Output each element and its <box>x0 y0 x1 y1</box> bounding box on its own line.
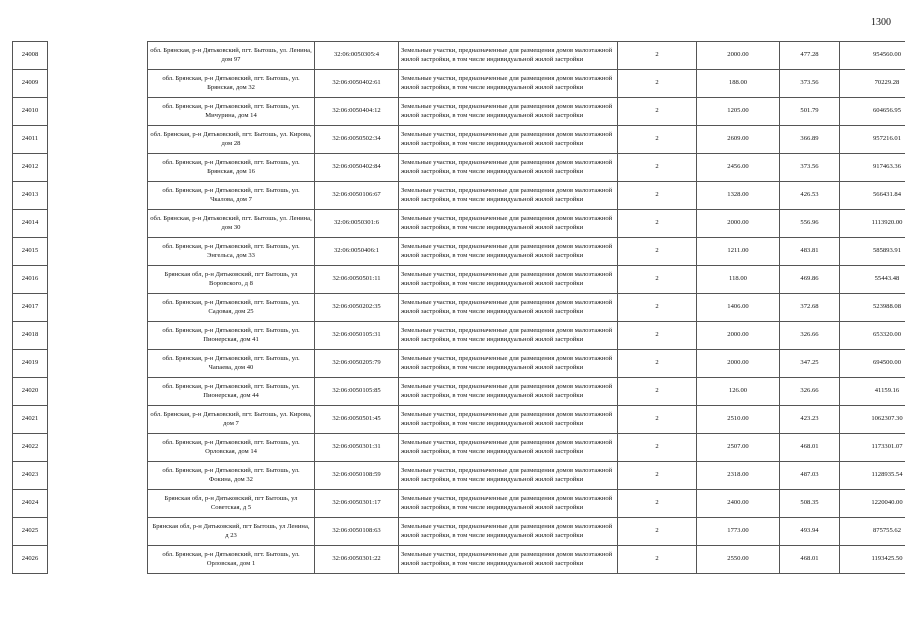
address-cell: обл. Брянская, р-н Дятьковский, пгт. Бытошь, ул. Садовая, дом 25 <box>148 294 315 322</box>
specific-value-cell: 483.81 <box>780 238 840 266</box>
row-number-cell: 24012 <box>13 154 48 182</box>
empty-cell <box>48 434 148 462</box>
group-cell: 2 <box>618 238 697 266</box>
specific-value-cell: 373.56 <box>780 154 840 182</box>
cadastral-value-table <box>12 41 905 574</box>
table-row <box>13 490 905 518</box>
empty-cell <box>48 350 148 378</box>
land-use-cell: Земельные участки, предназначенные для размещения домов малоэтажной жилой застройки, в том числе индивидуальной жилой застройки <box>399 126 618 154</box>
area-cell: 2550.00 <box>697 546 780 574</box>
address-cell: Брянская обл, р-н Дятьковский, пгт Бытошь, ул Ленина, д 23 <box>148 518 315 546</box>
row-number-cell: 24009 <box>13 70 48 98</box>
cadastral-number-cell: 32:06:0050105:31 <box>315 322 399 350</box>
row-number-cell: 24010 <box>13 98 48 126</box>
empty-cell <box>48 406 148 434</box>
cadastral-value-cell: 1113920.00 <box>840 210 905 238</box>
area-cell: 2318.00 <box>697 462 780 490</box>
table-row <box>13 210 905 238</box>
empty-cell <box>48 294 148 322</box>
address-cell: обл. Брянская, р-н Дятьковский, пгт. Бытошь, ул. Фокина, дом 32 <box>148 462 315 490</box>
land-use-cell: Земельные участки, предназначенные для размещения домов малоэтажной жилой застройки, в том числе индивидуальной жилой застройки <box>399 210 618 238</box>
row-number-cell: 24022 <box>13 434 48 462</box>
group-cell: 2 <box>618 154 697 182</box>
cadastral-number-cell: 32:06:0050301:6 <box>315 210 399 238</box>
row-number-cell: 24016 <box>13 266 48 294</box>
area-cell: 126.00 <box>697 378 780 406</box>
address-cell: обл. Брянская, р-н Дятьковский, пгт. Бытошь, ул. Брянская, дом 16 <box>148 154 315 182</box>
cadastral-value-cell: 70229.28 <box>840 70 905 98</box>
cadastral-value-cell: 55443.48 <box>840 266 905 294</box>
cadastral-number-cell: 32:06:0050301:31 <box>315 434 399 462</box>
table-row <box>13 378 905 406</box>
empty-cell <box>48 546 148 574</box>
table-row <box>13 462 905 490</box>
address-cell: обл. Брянская, р-н Дятьковский, пгт. Бытошь, ул. Кирова, дом 28 <box>148 126 315 154</box>
specific-value-cell: 326.66 <box>780 322 840 350</box>
table-row <box>13 154 905 182</box>
table-row <box>13 518 905 546</box>
area-cell: 188.00 <box>697 70 780 98</box>
specific-value-cell: 556.96 <box>780 210 840 238</box>
empty-cell <box>48 98 148 126</box>
specific-value-cell: 326.66 <box>780 378 840 406</box>
area-cell: 1205.00 <box>697 98 780 126</box>
row-number-cell: 24023 <box>13 462 48 490</box>
area-cell: 2510.00 <box>697 406 780 434</box>
group-cell: 2 <box>618 406 697 434</box>
address-cell: обл. Брянская, р-н Дятьковский, пгт. Бытошь, ул. Ленина, дом 30 <box>148 210 315 238</box>
address-cell: обл. Брянская, р-н Дятьковский, пгт. Бытошь, ул. Чкалова, дом 7 <box>148 182 315 210</box>
row-number-cell: 24024 <box>13 490 48 518</box>
land-use-cell: Земельные участки, предназначенные для размещения домов малоэтажной жилой застройки, в том числе индивидуальной жилой застройки <box>399 350 618 378</box>
table-row <box>13 126 905 154</box>
land-use-cell: Земельные участки, предназначенные для размещения домов малоэтажной жилой застройки, в том числе индивидуальной жилой застройки <box>399 378 618 406</box>
area-cell: 2507.00 <box>697 434 780 462</box>
address-cell: обл. Брянская, р-н Дятьковский, пгт. Бытошь, ул. Энгельса, дом 33 <box>148 238 315 266</box>
table-row <box>13 70 905 98</box>
specific-value-cell: 373.56 <box>780 70 840 98</box>
specific-value-cell: 372.68 <box>780 294 840 322</box>
specific-value-cell: 426.53 <box>780 182 840 210</box>
area-cell: 2609.00 <box>697 126 780 154</box>
table-row <box>13 322 905 350</box>
cadastral-number-cell: 32:06:0050105:85 <box>315 378 399 406</box>
land-use-cell: Земельные участки, предназначенные для размещения домов малоэтажной жилой застройки, в том числе индивидуальной жилой застройки <box>399 490 618 518</box>
land-use-cell: Земельные участки, предназначенные для размещения домов малоэтажной жилой застройки, в том числе индивидуальной жилой застройки <box>399 238 618 266</box>
land-use-cell: Земельные участки, предназначенные для размещения домов малоэтажной жилой застройки, в том числе индивидуальной жилой застройки <box>399 462 618 490</box>
row-number-cell: 24025 <box>13 518 48 546</box>
cadastral-value-cell: 1220040.00 <box>840 490 905 518</box>
cadastral-number-cell: 32:06:0050402:61 <box>315 70 399 98</box>
row-number-cell: 24013 <box>13 182 48 210</box>
group-cell: 2 <box>618 42 697 70</box>
cadastral-value-cell: 875755.62 <box>840 518 905 546</box>
table-body <box>13 42 905 574</box>
land-use-cell: Земельные участки, предназначенные для размещения домов малоэтажной жилой застройки, в том числе индивидуальной жилой застройки <box>399 266 618 294</box>
land-use-cell: Земельные участки, предназначенные для размещения домов малоэтажной жилой застройки, в том числе индивидуальной жилой застройки <box>399 182 618 210</box>
row-number-cell: 24019 <box>13 350 48 378</box>
area-cell: 2000.00 <box>697 210 780 238</box>
land-use-cell: Земельные участки, предназначенные для размещения домов малоэтажной жилой застройки, в том числе индивидуальной жилой застройки <box>399 518 618 546</box>
row-number-cell: 24020 <box>13 378 48 406</box>
cadastral-number-cell: 32:06:0050205:79 <box>315 350 399 378</box>
cadastral-value-cell: 957216.01 <box>840 126 905 154</box>
cadastral-number-cell: 32:06:0050404:12 <box>315 98 399 126</box>
land-use-cell: Земельные участки, предназначенные для размещения домов малоэтажной жилой застройки, в том числе индивидуальной жилой застройки <box>399 154 618 182</box>
table-row <box>13 406 905 434</box>
cadastral-number-cell: 32:06:0050406:1 <box>315 238 399 266</box>
land-use-cell: Земельные участки, предназначенные для размещения домов малоэтажной жилой застройки, в том числе индивидуальной жилой застройки <box>399 322 618 350</box>
address-cell: обл. Брянская, р-н Дятьковский, пгт. Бытошь, ул. Брянская, дом 32 <box>148 70 315 98</box>
empty-cell <box>48 154 148 182</box>
empty-cell <box>48 378 148 406</box>
empty-cell <box>48 210 148 238</box>
table-row <box>13 434 905 462</box>
group-cell: 2 <box>618 98 697 126</box>
empty-cell <box>48 462 148 490</box>
row-number-cell: 24011 <box>13 126 48 154</box>
area-cell: 1211.00 <box>697 238 780 266</box>
cadastral-value-cell: 917463.36 <box>840 154 905 182</box>
specific-value-cell: 469.86 <box>780 266 840 294</box>
row-number-cell: 24021 <box>13 406 48 434</box>
group-cell: 2 <box>618 210 697 238</box>
area-cell: 2000.00 <box>697 350 780 378</box>
cadastral-value-cell: 566431.84 <box>840 182 905 210</box>
table-row <box>13 266 905 294</box>
table-row <box>13 546 905 574</box>
group-cell: 2 <box>618 462 697 490</box>
address-cell: обл. Брянская, р-н Дятьковский, пгт. Бытошь, ул. Пионерская, дом 41 <box>148 322 315 350</box>
cadastral-number-cell: 32:06:0050501:45 <box>315 406 399 434</box>
group-cell: 2 <box>618 518 697 546</box>
row-number-cell: 24026 <box>13 546 48 574</box>
cadastral-value-cell: 585893.91 <box>840 238 905 266</box>
cadastral-number-cell: 32:06:0050301:22 <box>315 546 399 574</box>
empty-cell <box>48 42 148 70</box>
table-row <box>13 98 905 126</box>
land-use-cell: Земельные участки, предназначенные для размещения домов малоэтажной жилой застройки, в том числе индивидуальной жилой застройки <box>399 434 618 462</box>
cadastral-value-cell: 523988.08 <box>840 294 905 322</box>
empty-cell <box>48 266 148 294</box>
group-cell: 2 <box>618 70 697 98</box>
specific-value-cell: 468.01 <box>780 434 840 462</box>
specific-value-cell: 347.25 <box>780 350 840 378</box>
cadastral-number-cell: 32:06:0050108:63 <box>315 518 399 546</box>
address-cell: обл. Брянская, р-н Дятьковский, пгт. Бытошь, ул. Ленина, дом 97 <box>148 42 315 70</box>
address-cell: обл. Брянская, р-н Дятьковский, пгт. Бытошь, ул. Пионерская, дом 44 <box>148 378 315 406</box>
row-number-cell: 24017 <box>13 294 48 322</box>
specific-value-cell: 477.28 <box>780 42 840 70</box>
cadastral-value-cell: 41159.16 <box>840 378 905 406</box>
area-cell: 2456.00 <box>697 154 780 182</box>
group-cell: 2 <box>618 434 697 462</box>
table-row <box>13 294 905 322</box>
cadastral-value-cell: 1062307.30 <box>840 406 905 434</box>
cadastral-number-cell: 32:06:0050305:4 <box>315 42 399 70</box>
area-cell: 1773.00 <box>697 518 780 546</box>
table-row <box>13 182 905 210</box>
empty-cell <box>48 238 148 266</box>
specific-value-cell: 366.89 <box>780 126 840 154</box>
empty-cell <box>48 70 148 98</box>
table-row <box>13 238 905 266</box>
address-cell: обл. Брянская, р-н Дятьковский, пгт. Бытошь, ул. Мичурина, дом 14 <box>148 98 315 126</box>
land-use-cell: Земельные участки, предназначенные для размещения домов малоэтажной жилой застройки, в том числе индивидуальной жилой застройки <box>399 294 618 322</box>
land-use-cell: Земельные участки, предназначенные для размещения домов малоэтажной жилой застройки, в том числе индивидуальной жилой застройки <box>399 406 618 434</box>
empty-cell <box>48 518 148 546</box>
area-cell: 2400.00 <box>697 490 780 518</box>
cadastral-number-cell: 32:06:0050502:34 <box>315 126 399 154</box>
row-number-cell: 24015 <box>13 238 48 266</box>
cadastral-value-cell: 604656.95 <box>840 98 905 126</box>
cadastral-number-cell: 32:06:0050106:67 <box>315 182 399 210</box>
land-use-cell: Земельные участки, предназначенные для размещения домов малоэтажной жилой застройки, в том числе индивидуальной жилой застройки <box>399 42 618 70</box>
address-cell: обл. Брянская, р-н Дятьковский, пгт. Бытошь, ул. Орловская, дом 14 <box>148 434 315 462</box>
row-number-cell: 24018 <box>13 322 48 350</box>
cadastral-value-cell: 1173301.07 <box>840 434 905 462</box>
address-cell: Брянская обл, р-н Дятьковский, пгт Бытошь, ул Воровского, д 8 <box>148 266 315 294</box>
specific-value-cell: 501.79 <box>780 98 840 126</box>
land-use-cell: Земельные участки, предназначенные для размещения домов малоэтажной жилой застройки, в том числе индивидуальной жилой застройки <box>399 98 618 126</box>
address-cell: Брянская обл, р-н Дятьковский, пгт Бытошь, ул Советская, д 5 <box>148 490 315 518</box>
cadastral-number-cell: 32:06:0050501:11 <box>315 266 399 294</box>
cadastral-value-cell: 694500.00 <box>840 350 905 378</box>
group-cell: 2 <box>618 350 697 378</box>
empty-cell <box>48 126 148 154</box>
group-cell: 2 <box>618 266 697 294</box>
address-cell: обл. Брянская, р-н Дятьковский, пгт. Бытошь, ул. Чапаева, дом 40 <box>148 350 315 378</box>
land-use-cell: Земельные участки, предназначенные для размещения домов малоэтажной жилой застройки, в том числе индивидуальной жилой застройки <box>399 70 618 98</box>
cadastral-number-cell: 32:06:0050402:84 <box>315 154 399 182</box>
specific-value-cell: 468.01 <box>780 546 840 574</box>
area-cell: 2000.00 <box>697 42 780 70</box>
address-cell: обл. Брянская, р-н Дятьковский, пгт. Бытошь, ул. Орловская, дом 1 <box>148 546 315 574</box>
table-row <box>13 350 905 378</box>
area-cell: 1406.00 <box>697 294 780 322</box>
group-cell: 2 <box>618 294 697 322</box>
empty-cell <box>48 182 148 210</box>
address-cell: обл. Брянская, р-н Дятьковский, пгт. Бытошь, ул. Кирова, дом 7 <box>148 406 315 434</box>
specific-value-cell: 508.35 <box>780 490 840 518</box>
land-use-cell: Земельные участки, предназначенные для размещения домов малоэтажной жилой застройки, в том числе индивидуальной жилой застройки <box>399 546 618 574</box>
cadastral-value-cell: 653320.00 <box>840 322 905 350</box>
cadastral-number-cell: 32:06:0050108:59 <box>315 462 399 490</box>
specific-value-cell: 487.03 <box>780 462 840 490</box>
group-cell: 2 <box>618 126 697 154</box>
cadastral-value-cell: 1193425.50 <box>840 546 905 574</box>
row-number-cell: 24008 <box>13 42 48 70</box>
specific-value-cell: 493.94 <box>780 518 840 546</box>
area-cell: 2000.00 <box>697 322 780 350</box>
cadastral-value-cell: 954560.00 <box>840 42 905 70</box>
row-number-cell: 24014 <box>13 210 48 238</box>
table-row <box>13 42 905 70</box>
group-cell: 2 <box>618 182 697 210</box>
group-cell: 2 <box>618 546 697 574</box>
group-cell: 2 <box>618 378 697 406</box>
empty-cell <box>48 490 148 518</box>
group-cell: 2 <box>618 490 697 518</box>
cadastral-number-cell: 32:06:0050202:35 <box>315 294 399 322</box>
cadastral-number-cell: 32:06:0050301:17 <box>315 490 399 518</box>
page-number: 1300 <box>871 17 891 28</box>
area-cell: 118.00 <box>697 266 780 294</box>
specific-value-cell: 423.23 <box>780 406 840 434</box>
area-cell: 1328.00 <box>697 182 780 210</box>
group-cell: 2 <box>618 322 697 350</box>
empty-cell <box>48 322 148 350</box>
cadastral-value-cell: 1128935.54 <box>840 462 905 490</box>
